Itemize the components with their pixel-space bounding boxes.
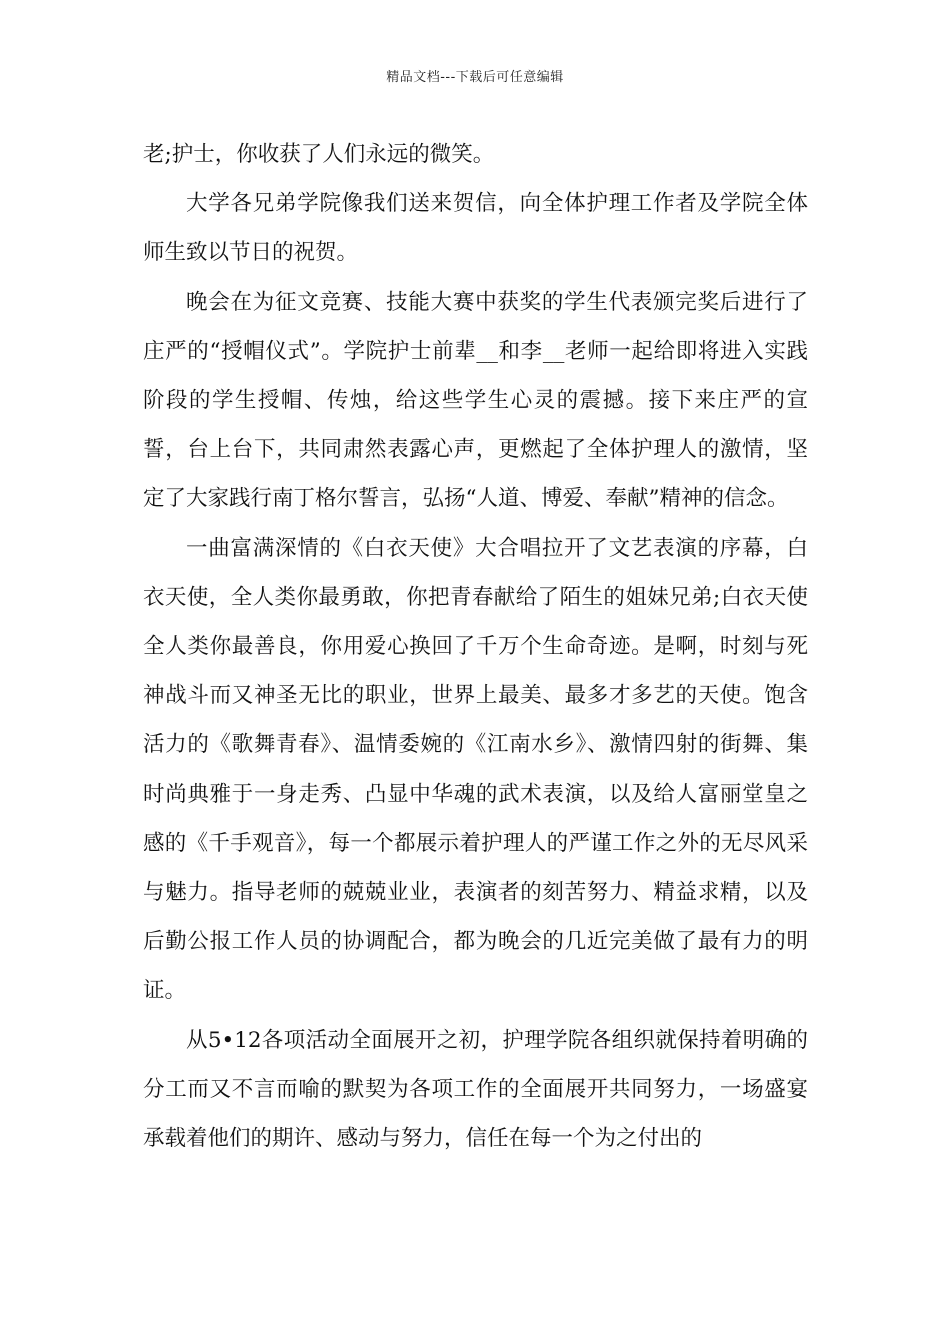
paragraph: 从5•12各项活动全面展开之初，护理学院各组织就保持着明确的分工而又不言而喻的默契为各项工作的全面展开共同努力，一场盛宴承载着他们的期许、感动与努力，信任在每一个为之付出的 [143,1027,808,1152]
paragraph-continuation: 老;护士，你收获了人们永远的微笑。 [143,142,495,167]
document-body [143,130,808,1163]
paragraph: 一曲富满深情的《白衣天使》大合唱拉开了文艺表演的序幕，白衣天使，全人类你最勇敢，你把青春献给了陌生的姐妹兄弟;白衣天使全人类你最善良，你用爱心换回了千万个生命奇迹。是啊，时刻与死神战斗而又神圣无比的职业，世界上最美、最多才多艺的天使。饱含活力的《歌舞青春》、温情委婉的《江南水乡》、激情四射的街舞、集时尚典雅于一身走秀、凸显中华魂的武术表演，以及给人富丽堂皇之感的《千手观音》，每一个都展示着护理人的严谨工作之外的无尽风采与魅力。指导老师的兢兢业业，表演者的刻苦努力、精益求精，以及后勤公报工作人员的协调配合，都为晚会的几近完美做了最有力的明证。 [143,535,808,1004]
page-header: 精品文档---下载后可任意编辑 [386,70,564,85]
paragraph: 大学各兄弟学院像我们送来贺信，向全体护理工作者及学院全体师生致以节日的祝贺。 [143,191,808,266]
paragraph: 晚会在为征文竞赛、技能大赛中获奖的学生代表颁完奖后进行了庄严的“授帽仪式”。学院护士前辈__和李__老师一起给即将进入实践阶段的学生授帽、传烛，给这些学生心灵的震撼。接下来庄严的宣誓，台上台下，共同肃然表露心声，更燃起了全体护理人的激情，坚定了大家践行南丁格尔誓言，弘扬“人道、博爱、奉献”精神的信念。 [143,289,808,512]
